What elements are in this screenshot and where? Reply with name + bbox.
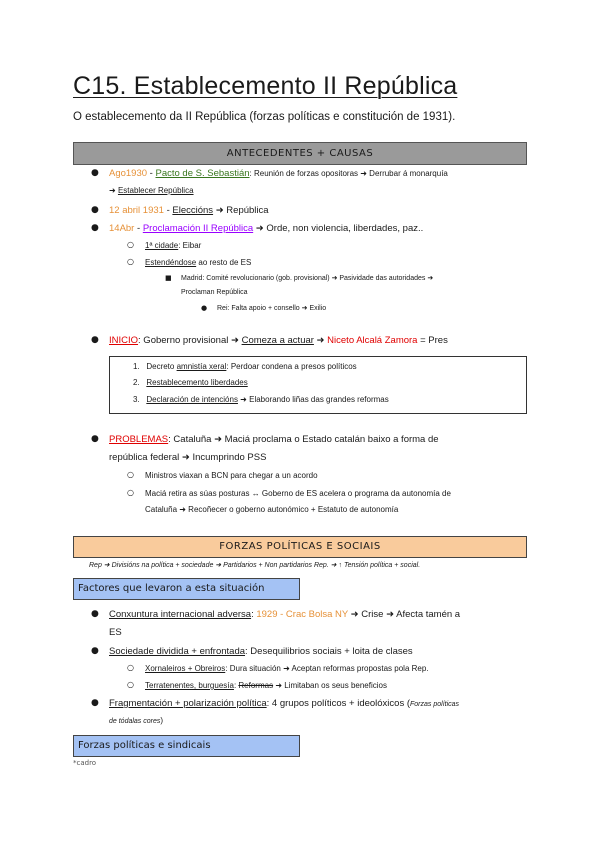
bullet-icon: ● bbox=[91, 434, 99, 444]
list-item-problemas bbox=[109, 434, 439, 445]
struck-text: Reformas bbox=[238, 681, 274, 690]
circle-bullet-icon: ○ bbox=[127, 240, 134, 249]
item-key: Comeza a actuar bbox=[241, 335, 314, 346]
section-header-forzas: FORZAS POLÍTICAS E SOCIAIS bbox=[73, 536, 527, 558]
list-item-continuation bbox=[109, 186, 194, 195]
item-text: ➜ bbox=[313, 335, 328, 346]
item-text: : Perdoar condena a presos políticos bbox=[226, 362, 357, 371]
item-key: Terratenentes, burguesía bbox=[145, 681, 234, 690]
item-number: 1. bbox=[133, 362, 140, 371]
item-text: : Desequilibrios sociais + loita de clases bbox=[245, 646, 413, 657]
list-item bbox=[109, 205, 269, 216]
circle-bullet-icon: ○ bbox=[127, 680, 134, 689]
section-header-antecedentes: ANTECEDENTES + CAUSAS bbox=[73, 142, 527, 165]
label-inicio: INICIO bbox=[109, 335, 139, 346]
item-text: ➜ Elaborando liñas das grandes reformas bbox=[237, 395, 389, 404]
item-key: amnistía xeral bbox=[176, 362, 227, 371]
page-title: C15. Establecemento II República bbox=[73, 72, 458, 100]
item-text: ➜ Crise ➜ Afecta tamén a bbox=[348, 609, 461, 620]
circle-bullet-icon: ○ bbox=[127, 663, 134, 672]
date-text: Ago1930 bbox=[109, 168, 148, 179]
numbered-item bbox=[133, 378, 248, 387]
item-key: Restablecemento liberdades bbox=[146, 378, 248, 387]
item-number: 3. bbox=[133, 395, 140, 404]
circle-bullet-icon: ○ bbox=[127, 488, 134, 497]
list-item: Maciá retira as súas posturas ↔ Goberno de ES acelera o programa da autonomía de bbox=[145, 489, 451, 498]
item-text: Decreto bbox=[146, 362, 177, 371]
item-text: ➜ Limitaban os seus beneficios bbox=[273, 681, 387, 690]
arrow-icon: ➜ bbox=[109, 186, 118, 195]
bullet-icon: ● bbox=[91, 609, 99, 619]
footnote: *cadro bbox=[73, 759, 97, 767]
item-text: ) bbox=[160, 716, 164, 725]
bullet-icon: ● bbox=[91, 646, 99, 656]
list-item-continuation bbox=[109, 715, 163, 726]
bullet-icon: ● bbox=[91, 223, 99, 233]
item-key: Sociedade dividida + enfrontada bbox=[109, 646, 246, 657]
list-item bbox=[109, 168, 448, 179]
item-text: : Goberno provisional ➜ bbox=[138, 335, 242, 346]
list-item-continuation: república federal ➜ Incumprindo PSS bbox=[109, 452, 267, 463]
item-key: 1ª cidade bbox=[145, 241, 179, 250]
circle-bullet-icon: ○ bbox=[127, 257, 134, 266]
item-key: Declaración de intencións bbox=[146, 395, 238, 404]
item-key: Xornaleiros + Obreiros bbox=[145, 664, 226, 673]
square-bullet-icon: ■ bbox=[165, 274, 172, 282]
list-item: Ministros viaxan a BCN para chegar a un acordo bbox=[145, 471, 318, 480]
separator: - bbox=[163, 205, 173, 216]
item-key: Estendéndose bbox=[145, 258, 197, 267]
numbered-item bbox=[133, 362, 357, 371]
section-note: Rep ➜ Divisións na política + sociedade ➜ Partidarios + Non partidarios Rep. ➜ ↑ Tensión política + social. bbox=[89, 562, 421, 569]
item-text: ➜ Orde, non violencia, liberdades, paz.. bbox=[253, 223, 424, 234]
separator: : bbox=[251, 609, 257, 620]
link-pacto[interactable]: Pacto de S. Sebastián bbox=[155, 168, 250, 179]
list-item bbox=[145, 258, 251, 267]
item-key: Eleccións bbox=[172, 205, 214, 216]
bullet-icon: ● bbox=[91, 335, 99, 345]
page-subtitle: O establecemento da II República (forzas políticas e constitución de 1931). bbox=[73, 111, 456, 123]
bullet-icon: ● bbox=[91, 698, 99, 708]
item-key: Fragmentación + polarización política bbox=[109, 698, 267, 709]
item-note: de tódalas cores bbox=[109, 718, 161, 725]
bullet-icon: ● bbox=[91, 205, 99, 215]
item-key: Conxuntura internacional adversa bbox=[109, 609, 252, 620]
list-item-continuation: Proclaman República bbox=[181, 289, 248, 296]
date-text: 12 abril 1931 bbox=[109, 205, 164, 216]
list-item bbox=[109, 223, 423, 234]
list-item bbox=[109, 698, 459, 709]
list-item bbox=[109, 609, 460, 620]
label-problemas: PROBLEMAS bbox=[109, 434, 169, 445]
list-item: Rei: Falta apoio + consello ➜ Exilio bbox=[217, 305, 327, 312]
item-note: Forzas políticas bbox=[410, 701, 460, 708]
circle-bullet-icon: ○ bbox=[127, 470, 134, 479]
separator: - bbox=[147, 168, 156, 179]
list-item bbox=[109, 646, 413, 657]
date-text: 14Abr bbox=[109, 223, 135, 234]
numbered-item bbox=[133, 395, 389, 404]
item-text: ao resto de ES bbox=[196, 258, 252, 267]
list-item bbox=[145, 241, 201, 250]
date-text: 1929 - Crac Bolsa NY bbox=[256, 609, 349, 620]
item-text: Establecer República bbox=[117, 186, 194, 195]
item-text: : Eibar bbox=[178, 241, 202, 250]
list-item-inicio bbox=[109, 335, 448, 346]
separator: : bbox=[233, 681, 239, 690]
bullet-icon: ● bbox=[201, 304, 208, 312]
president-name: Niceto Alcalá Zamora bbox=[327, 335, 418, 346]
item-text: : 4 grupos políticos + ideolóxicos ( bbox=[266, 698, 411, 709]
item-text: : Cataluña ➜ Maciá proclama o Estado catalán baixo a forma de bbox=[168, 434, 439, 445]
bullet-icon: ● bbox=[91, 168, 99, 178]
list-item bbox=[145, 664, 429, 673]
list-item bbox=[145, 681, 387, 690]
separator: - bbox=[134, 223, 143, 234]
item-text: : Reunión de forzas opositoras ➜ Derrubar á monarquía bbox=[249, 169, 448, 178]
link-proclamacion[interactable]: Proclamación II República bbox=[142, 223, 254, 234]
list-item: Madrid: Comité revolucionario (gob. provisional) ➜ Pasividade das autoridades ➜ bbox=[181, 275, 434, 282]
list-item-continuation: ES bbox=[109, 627, 122, 638]
subheader-factores: Factores que levaron a esta situación bbox=[73, 578, 300, 600]
subheader-forzas-sindicais: Forzas políticas e sindicais bbox=[73, 735, 300, 757]
item-number: 2. bbox=[133, 378, 140, 387]
list-item-continuation: Cataluña ➜ Recoñecer o goberno autonómico + Estatuto de autonomía bbox=[145, 505, 399, 514]
item-text: ➜ República bbox=[213, 205, 269, 216]
item-text: : Dura situación ➜ Aceptan reformas propostas pola Rep. bbox=[225, 664, 429, 673]
item-text: = Pres bbox=[417, 335, 448, 346]
